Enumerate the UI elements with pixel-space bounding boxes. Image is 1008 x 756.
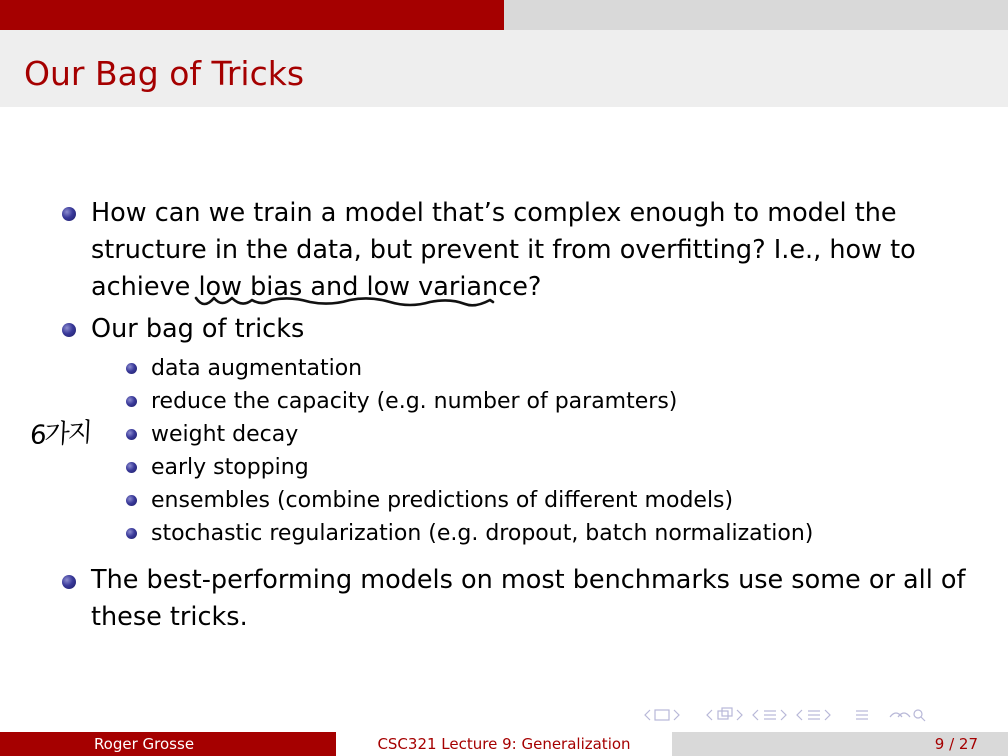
nav-section-icon[interactable] <box>753 710 786 720</box>
sub-bullet-marker <box>126 429 137 440</box>
nav-menu-icon[interactable] <box>856 711 868 719</box>
sub-bullet-marker <box>126 396 137 407</box>
footer-author-text: Roger Grosse <box>93 735 195 753</box>
bullet-1-line-2: structure in the data, but prevent it from overfitting? I.e., how to <box>91 235 916 265</box>
search-icon[interactable] <box>914 710 925 721</box>
nav-subsection-icon[interactable] <box>797 710 830 720</box>
sub-bullet-2: reduce the capacity (e.g. number of paramters) <box>151 389 678 414</box>
sub-bullet-1: data augmentation <box>151 356 363 381</box>
handwritten-note-text: 6가지 <box>29 417 92 452</box>
footer-page <box>672 732 1008 756</box>
bullet-marker <box>62 575 76 589</box>
bullet-3-line-1: The best-performing models on most benchmarks use some or all of <box>91 565 966 595</box>
sub-bullet-6: stochastic regularization (e.g. dropout, batch normalization) <box>151 521 814 546</box>
footer-author <box>0 732 336 756</box>
footer-lecture <box>336 732 672 756</box>
sub-bullet-3: weight decay <box>151 422 299 447</box>
sub-bullet-marker <box>126 528 137 539</box>
sub-bullet-marker <box>126 495 137 506</box>
nav-prev-icon[interactable] <box>645 710 679 720</box>
navigation-symbols <box>640 705 980 725</box>
slide-title: Our Bag of Tricks <box>24 54 305 93</box>
bullet-1-line-1: How can we train a model that’s complex enough to model the <box>91 198 897 228</box>
footer-lecture-text: CSC321 Lecture 9: Generalization <box>377 735 631 753</box>
handwritten-note <box>30 414 110 454</box>
back-icon[interactable] <box>890 713 910 717</box>
bullet-2: Our bag of tricks <box>91 314 305 344</box>
sub-bullet-marker <box>126 462 137 473</box>
bullet-3-line-2: these tricks. <box>91 602 248 632</box>
sub-bullet-5: ensembles (combine predictions of different models) <box>151 488 734 513</box>
bullet-marker <box>62 207 76 221</box>
bullet-marker <box>62 323 76 337</box>
sub-bullet-marker <box>126 363 137 374</box>
page-number: 9 / 27 <box>934 735 978 753</box>
nav-next-icon[interactable] <box>707 708 742 720</box>
sub-bullet-4: early stopping <box>151 455 309 480</box>
bullet-1-line-3: achieve low bias and low variance? <box>91 272 542 302</box>
